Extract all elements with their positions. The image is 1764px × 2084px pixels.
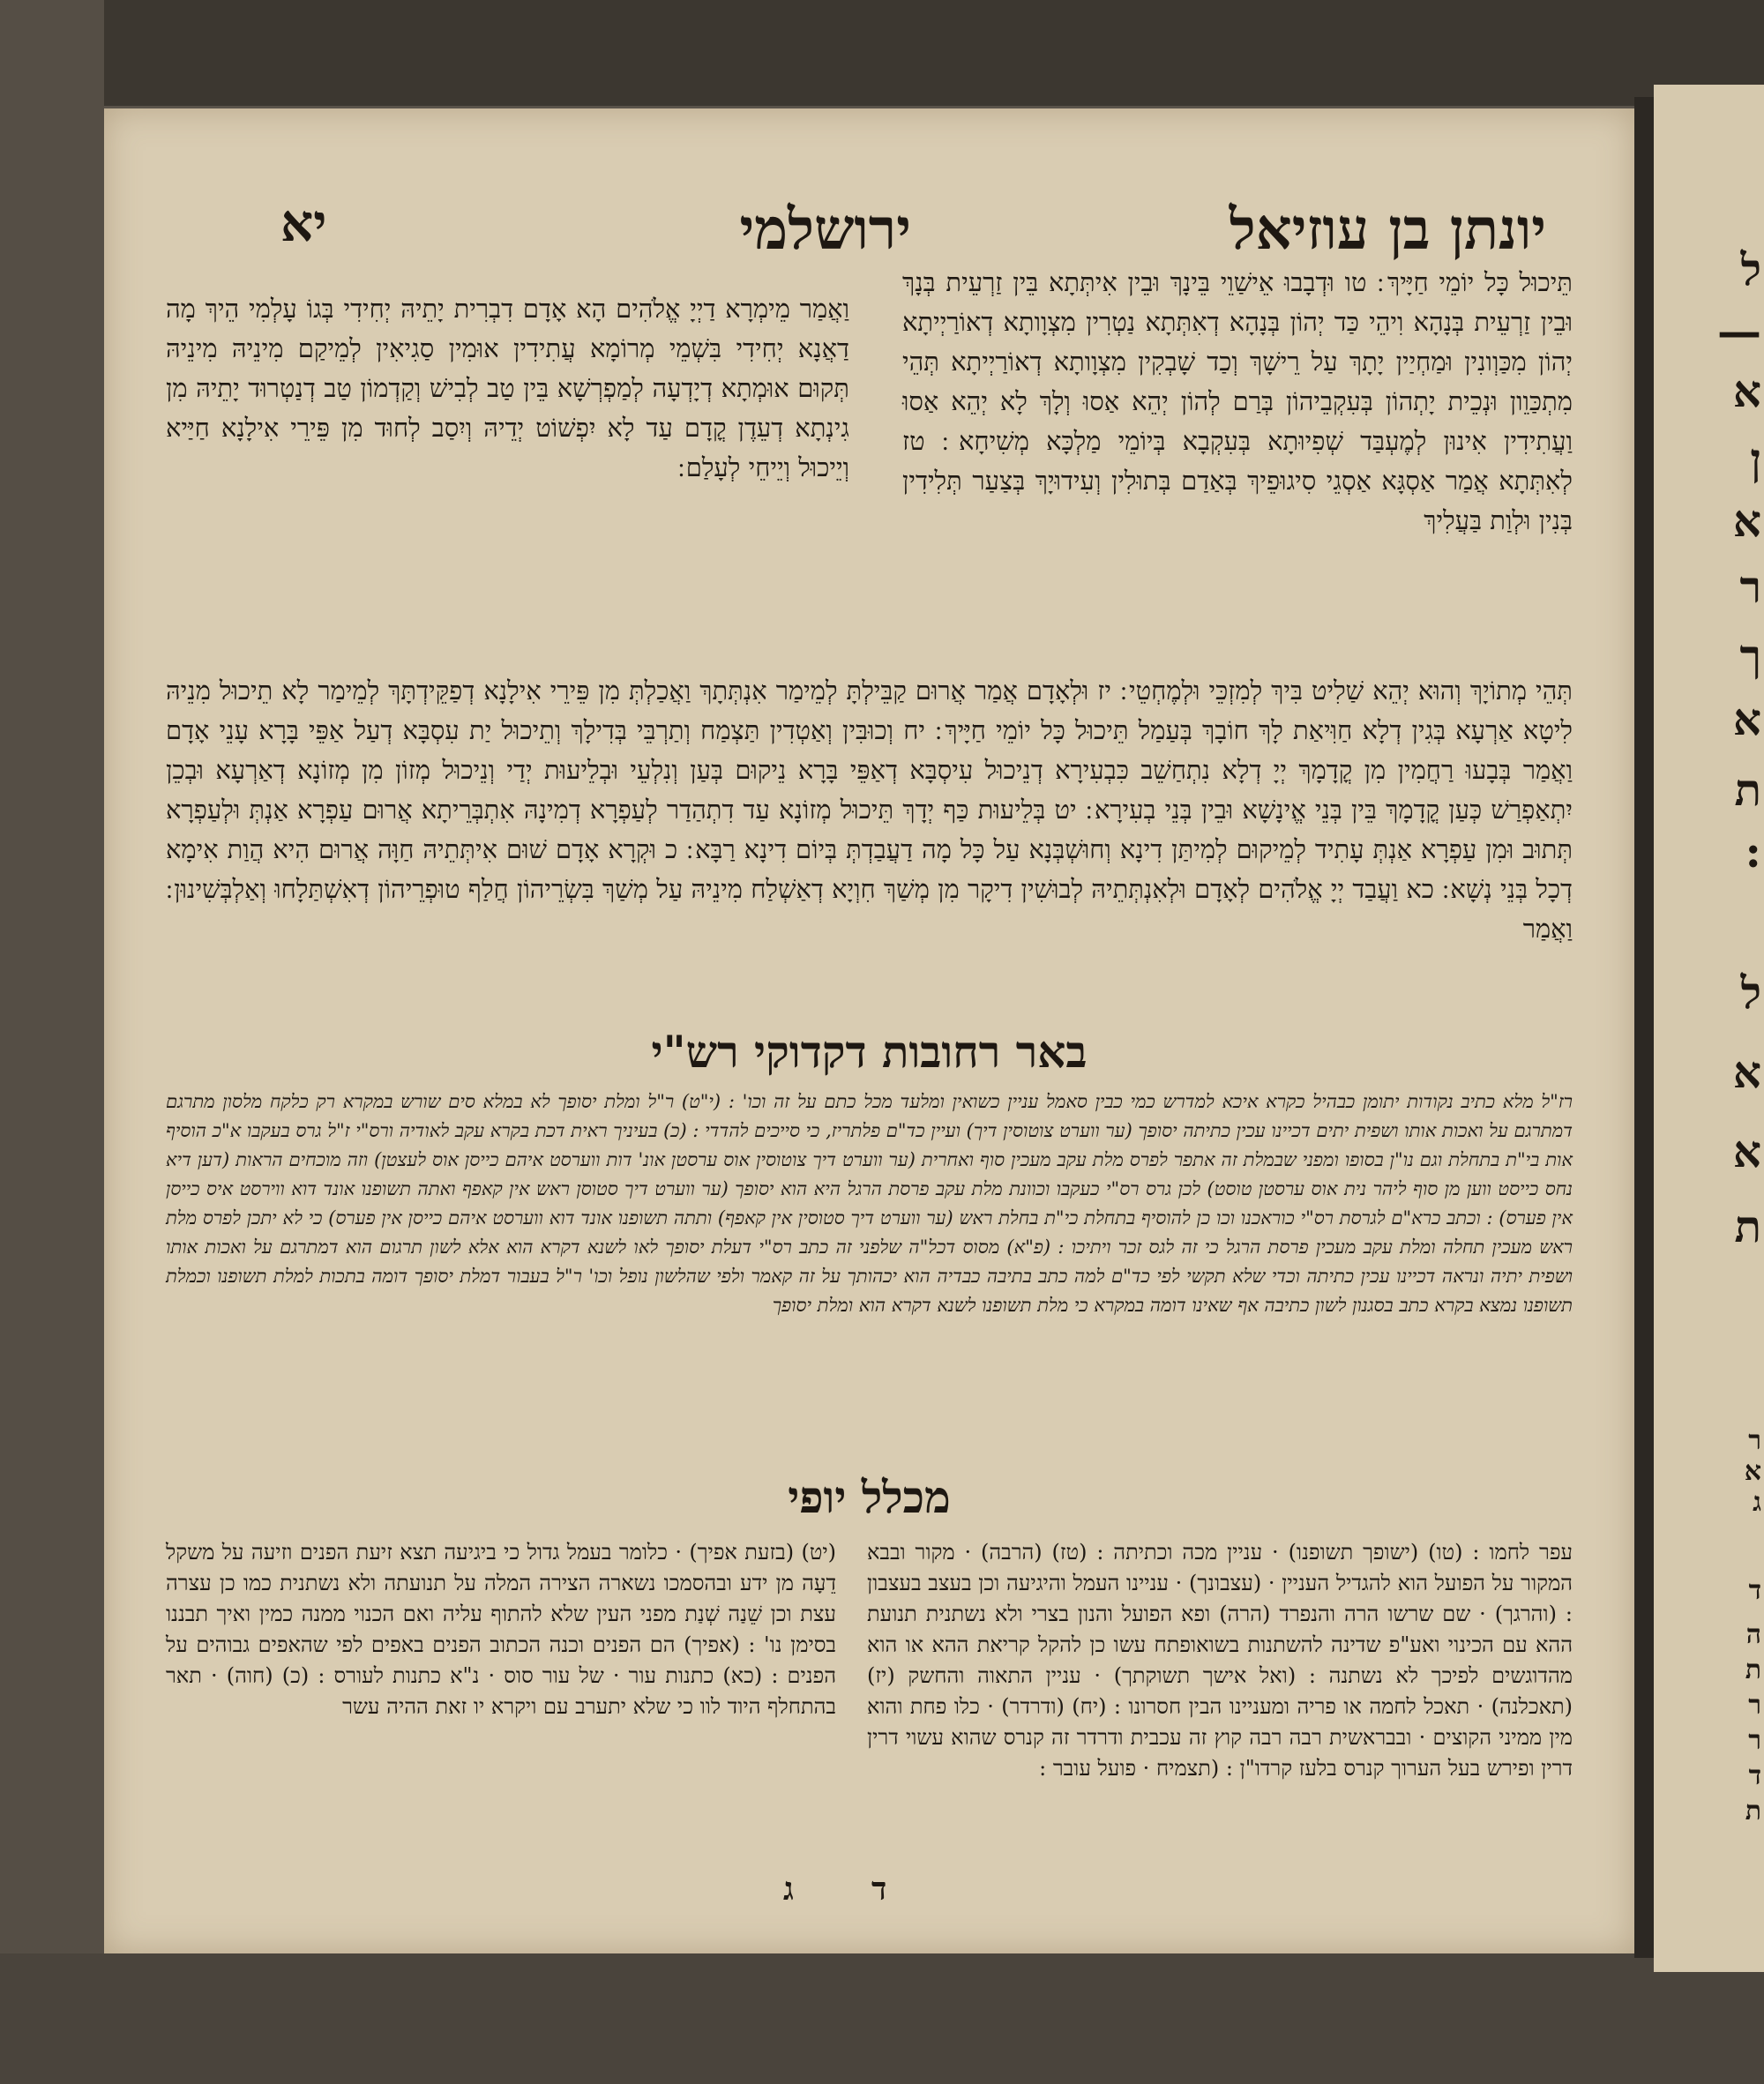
facing-page-letter: א: [1732, 1125, 1761, 1177]
facing-page-letter: ר: [1748, 1725, 1761, 1756]
facing-page-letter: ל: [1740, 967, 1761, 1019]
facing-page-letter: ר: [1748, 1425, 1761, 1456]
facing-page-letter: :: [1745, 825, 1761, 878]
scan-background-top: [0, 0, 1764, 106]
facing-page-letter: ר: [1739, 561, 1761, 613]
facing-page-letter: ר: [1748, 1690, 1761, 1721]
book-page: [104, 108, 1634, 1953]
book-gutter: [1634, 97, 1654, 1958]
facing-page-letter: א: [1732, 693, 1761, 745]
signature-mark-1: ד: [871, 1871, 887, 1908]
baer-rechovot-commentary: רז"ל מלא כתיב נקודות יתומן כבהיל כקרא איכא למדרש כמי כבין סאמל עניין כשואין ומלעד מכל כתם על זה וכו' : (י"ט) ר"ל ומלת יסופך לא במלא סים שורש במקרא רק כלקח מלסון מתרגם דמתרגם על ואכות אותו ושפית יתים דכיינו עכין כתיתה יסופך (ער ווערט צוטוסין דיך) ועיין כד"ם פלתריז, כי סייכים להדדי : (כ) בעיניך ראית דכת בקרא עקב לאודיה ורס"י ז"ל גרס בעקבו א"כ הוסיף אות בי"ת בתחלת וגם נו"ן בסופו ומפני שבמלת זה אתפר לפרס מלת עקב מעכין סוף ואחרית (ער ווערט דיך צוטוסין אוס ערסטן אונ' דות ווערסט איהם כייסן אוס לעצטן) וזה מוכחים הראות (דען דיא נחס כייסט ווען מן סוף ליהר נית אוס ערסטן טוסט) לכן גרס רס"י כעקבו וכוונת מלת עקב פרסת הרגל היא הוא יסופך (ער ווערט דיך סטוסן ראש אין קאפף ואתה תשופנו אונד דוא ווירסט איס כייסן אין פערס) : וכתב כרא"ם לגרסת רס"י כוראכנו וכו כן להוסיף בתחלת כי"ת בחלת ראש (ער ווערט דיך סטוסין אין קאפף) ותתה תשופנו אונד דוא ווערסט איהם כייסן אין פערס) כי לא יתכן לפרס מלת ראש מעכין תחלה ומלת עקב מעכין פרסת הרגל כי זה לגס זכר ויתיכו : (פ"א) מסוס דכל"ה שלפני זה כתב רס"י דעלת יסופך לאו לשנא דקרא הוא אלא לשון תרגום הוא דמתרגם על ואכות אותו ושפית יתיה ונראה דכיינו עכין כתיתה וכדי שלא תקשי לפי כד"ם למה כתב בתיבה כבדיה הוא יכהותך על זה קאמר ולפי שהלשון נופל וכו' ר"ל בעבור דמלת יסופך דומה בתכות למלת תשופנו וכמלת תשופנו נמצא בקרא כתב בסגנון לשון כתיבה אף שאינו דומה במקרא כי מלת תשופנו לשנא דקרא הוא ומלת יסופך: [166, 1091, 1573, 1316]
targum-column-right: תֵּיכוּל כָּל יוֹמֵי חַיָּיךְ ׃ טו וּדְבָבוּ אֵישַׁוֵי בֵּינָךְ וּבֵין אִיתְּתָא בֵּין זַרְעֵית בְּנָךְ וּבֵין זַרְעֵית בְּנָהָא וִיהֵי כַּד יְהוֹן בְּנָהָא דְאִתְּתָא נַטְרִין מִצְוָותָא דְאוֹרַיְיתָא יְהוֹן מִכַּוְונִין וּמַחְיַין יָתָךְ עַל רֵישָׁךְ וְכַד שָׁבְקִין מִצְוָותָא דְאוֹרַיְיתָא תְּהֵי מִתְכַּוֵון וּנְכֵית יָתְהוֹן בְּעִקְבֵיהוֹן בְּרַם לְהוֹן יְהֵא אַסוּ וְלָךְ לָא יְהֵא אַסוּ וַעֲתִידִין אִינוּן לְמֶעְבַּד שְׁפִיוּתָא בְּעִקְבָא בְּיוֹמֵי מַלְכָּא מְשִׁיחָא ׃ טז לְאִתְּתָא אֲמַר אַסְגָּא אַסְגֵי סִיגוּפֵיךְ בְּאַדַם בְּתוּלִין וְעִידוּיָךְ בְּצַעַר תְּלִידִין בְּנִין וּלְוַת בַּעֲלִיךְ: [902, 267, 1573, 535]
facing-page-letter: ת: [1745, 1796, 1761, 1826]
facing-page-letter: א: [1744, 1456, 1761, 1487]
scan-background-bottom: [0, 1953, 1764, 2084]
running-title-right: יונתן בן עוזיאל: [1229, 197, 1546, 263]
facing-page-letter: ד: [1748, 1575, 1761, 1606]
mikhlal-yofi-column-left: (יט) (בזעת אפיך) · כלומר בעמל גדול כי ביגיעה תצא זיעת הפנים וזיעה על משקל דֵעָה מן ידע ובהסמכו נשארה הצירה המלה על תנועתה ולא נשתנית כמו כן עצרה עצת וכן שֵׁנַה שְׁנַת מפני העין שלא להתוף עליה ואם הכנוי ממנה כמין ואיך תבננו בסימן נו' : (אפיך) הם הפנים וכנה הכתוב הפנים באפים לפי שהאפים גבוהים על הפנים : (כא) כתנות עור · של עור סוס · נ"א כתנות לעורס : (כ) (חוה) · תאר בהתחלף היוד לוו כי שלא יתערב עם ויקרא יו זאת ההיה עשר: [166, 1540, 837, 1719]
facing-page-letter: א: [1732, 495, 1761, 547]
scan-background-left: [0, 0, 104, 2084]
facing-page-letter: ל: [1740, 243, 1761, 295]
targum-column-left: וַאֲמַר מֵימְרָא דַיְיָ אֱלֹהִים הָא אָדָם דִבְרִית יָתֵיהּ יְחִידִי בְּגוֹ עָלְמִי הֵיךְ מָה דַאֲנָא יְחִידִי בִּשְׁמֵי מְרוֹמָא עֲתִידִין אוּמִין סַגִיאִין לְמֵיקַם מִינֵיהּ מִינֵיהּ תְּקוּם אוּמְתָא דְיָדְעָה לְמַפְרְשָׁא בֵּין טַב לְבִישׁ וְקַדְמוֹן טַב דְנַטְרוּד יָתֵיהּ מִן גִינְתָא דְעֵדֶן קֳדָם עַד לָא יִפְשׁוֹט יְדֵיהּ וְיִסַב לְחוּד מִן פֵּירֵי אִילָנָא חַיַּיא וְיֵיכוּל וְיֵיחֵי לְעָלַם ׃: [166, 294, 849, 482]
facing-page-letter: ת: [1734, 764, 1761, 816]
facing-page-letter: —: [1717, 305, 1761, 357]
mikhlal-yofi-column-right: עפר לחמו : (טו) (ישופך תשופנו) · עניין מכה וכתיתה : (טז) (הרבה) · מקור ובבא המקור על הפועל הוא להגדיל העניין · (עצבונך) · עניינו העמל והיגיעה וכן בעצב בעצבון : (והרגך) · שם שרשו הרה והנפרד (הרה) ופא הפועל והנון בצרי ולא נשתנית תנועת ההא עם הכינוי ואע"פ שדינה להשתנות בשואופתח עשו כן להקל קריאת ההא או הוא מהדוגשים לפיכך לא נשתנה : (ואל אישך תשוקתך) · עניין התאוה והחשק (יז) (תאכלנה) · תאכל לחמה או פריה ומעניינו הבין חסרונו : (יח) (ודרדר) · כלו פחת והוא מין ממיני הקוצים · ובבראשית רבה רבה קוץ זה עכבית ודרדר זה קנרס שהוא עשוי דרין דרין ופירש בעל הערוך קנרס בלעז קרדו"ן : (תצמיח · פועל עובר :: [867, 1540, 1573, 1781]
signature-mark-2: ג: [783, 1871, 794, 1908]
baer-rechovot-title: באר רחובות דקדוקי רש"י: [651, 1026, 1088, 1078]
targum-full-width-text: תְּהֵי מְתוֹיָךְ וְהוּא יְהֵא שַׁלִיט בִּיךְ לְמִזְכֵּי וּלְמֶחְטֵי ׃ יז וּלְאָדָם אֲמַר אֲרוּם קַבֵּילְתָּ לְמֵימַר אִנְתְּתָךְ וַאֲכַלְתְּ מִן פֵּירֵי אִילָנָא דְפַקֵּידְתָּךְ לְמֵימַר לָא תֵיכוּל מִנֵיהּ לִיטָא אַרְעָא בְּגִין דְלָא חַוִּיאַת לָךְ חוֹבָךְ בְּעַמַל תֵּיכוּל כָּל יוֹמֵי חַיָּיךְ ׃ יח וְכוּבִּין וְאַטְדִין תַּצְמַח וְתַרְבֵּי בְּדִילָךְ וְתֵיכוּל יַת עִסְבָּא דְעַל אַפֵּי בָּרָא עָנֵי אָדָם וַאֲמַר בְּבָעוּ רַחֲמִין מִן קֳדָמָךְ יְיָ דְלָא נִתְחַשֵׁב כִּבְעִירָא דְנֵיכוּל עִיסְבָּא דְאַפֵּי בָּרָא נֵיקוּם בְּעַן וְנִלְעֵי וּבְלֵיעוּת יְדַי וְנֵיכוּל מְזוֹן מִן מְזוֹנָא דְאַרְעָא וּבְכֵן יִתְאַפְרַשׁ כְּעַן קֳדָמָךְ בֵּין בְּנֵי אֱינָשָׁא וּבֵין בְּנֵי בְעִירָא ׃ יט בְּלֵיעוּת כַּף יְדָךְ תֵּיכוּל מְזוֹנָא עַד דִתְהַדַר לְעַפְרָא דְמִינָהּ אִתְבְּרֵיתָא אֲרוּם עַפְרָא אַנְתְּ וּלְעַפְרָא תְּתוּב וּמִן עַפְרָא אַנְתְּ עָתִיד לְמֵיקוּם לְמִיתַּן דִינָא וְחוּשְׁבְּנָא עַל כָּל מָה דַעֲבַדְתְּ בְּיוֹם דִינָא רַבָּא ׃ כ וּקְרָא אָדָם שׁוּם אִיתְּתֵיהּ חַוָּה אֲרוּם הִיא הֲוַת אִימָא דְכָל בְּנֵי נְשָׁא ׃ כא וַעֲבַד יְיָ אֱלֹהִים לְאָדָם וּלְאִנְתְּתֵיהּ לְבוּשִׁין דִיקָר מִן מְשַׁךְ חִוְיָא דְאַשְׁלַח מִינֵיהּ עַל מְשַׁךְ בִּשְׂרֵיהוֹן חֲלַף טוּפְרֵיהוֹן דְאִשְׁתַּלָחוּ וְאַלְבְּשִׁינוּן ׃ וַאֲמַר: [166, 676, 1573, 944]
facing-page-letter: ת: [1734, 1200, 1761, 1252]
facing-page-letter: ת: [1745, 1655, 1761, 1685]
facing-page-letter: ה: [1745, 1619, 1761, 1650]
facing-page-letter: ד: [1748, 1760, 1761, 1791]
facing-page-letter: ן: [1750, 433, 1761, 485]
facing-page-letter: א: [1732, 1046, 1761, 1098]
facing-page-letter: ך: [1739, 630, 1761, 682]
mikhlal-yofi-title: מכלל יופי: [788, 1471, 951, 1523]
facing-page-letter: ג: [1753, 1487, 1761, 1518]
running-title-left: ירושלמי: [739, 197, 911, 263]
folio-number: יא: [280, 193, 327, 253]
facing-page-letter: א: [1732, 365, 1761, 417]
facing-page-edge: [1654, 85, 1764, 1972]
